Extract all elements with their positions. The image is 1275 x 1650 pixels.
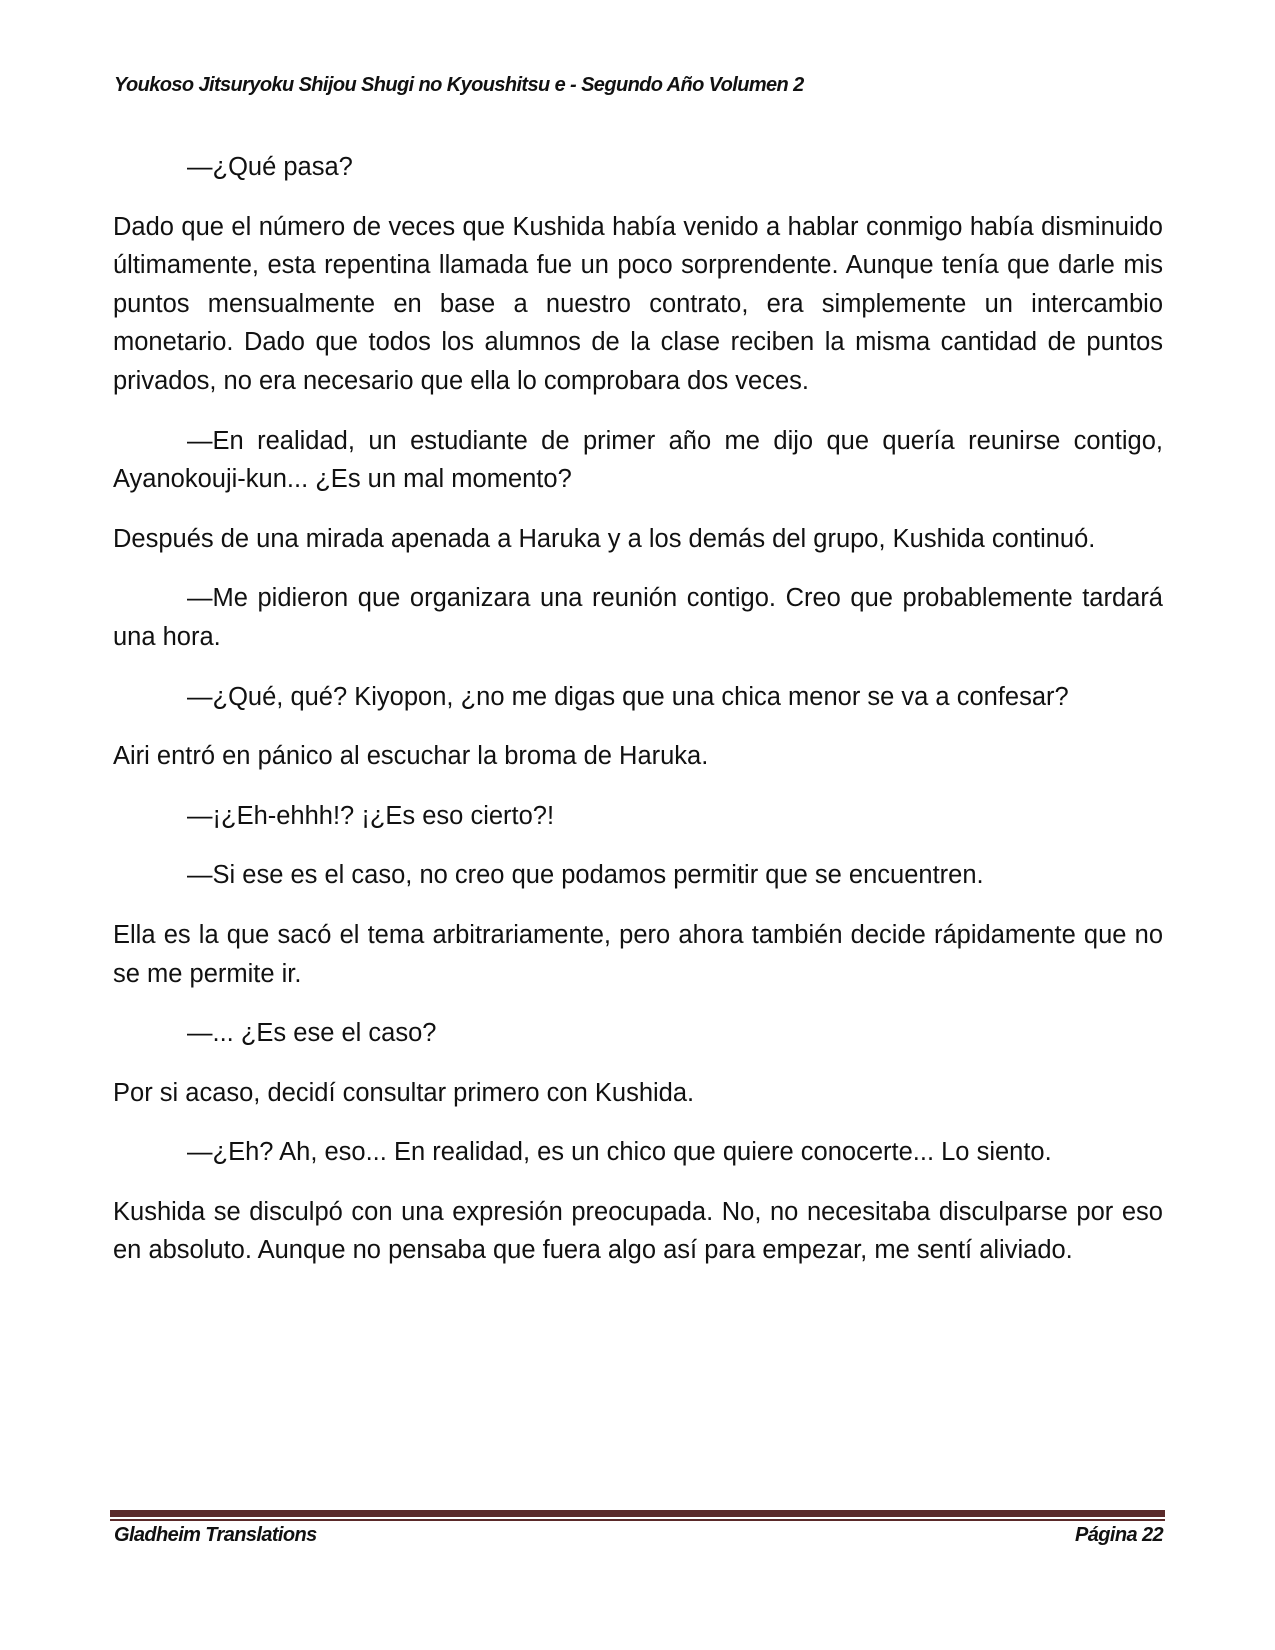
- paragraph: —... ¿Es ese el caso?: [187, 1019, 437, 1048]
- paragraph: —¿Eh? Ah, eso... En realidad, es un chico que quiere conocerte... Lo siento.: [187, 1138, 1052, 1167]
- paragraph: Ella es la que sacó el tema arbitrariamente, pero ahora también decide rápidamente que no se me permite ir.: [113, 920, 1163, 988]
- footer-rule: [110, 1510, 1165, 1517]
- paragraph: —¡¿Eh-ehhh!? ¡¿Es eso cierto?!: [187, 801, 555, 830]
- paragraph: —Si ese es el caso, no creo que podamos permitir que se encuentren.: [187, 861, 984, 890]
- paragraph: Después de una mirada apenada a Haruka y a los demás del grupo, Kushida continuó.: [113, 524, 1096, 553]
- paragraph: Airi entró en pánico al escuchar la broma de Haruka.: [113, 742, 709, 771]
- paragraph: Kushida se disculpó con una expresión preocupada. No, no necesitaba disculparse por eso en absoluto. Aunque no pensaba que fuera algo así para empezar, me sentí aliviado.: [113, 1197, 1163, 1265]
- page-number: Página 22: [1075, 1524, 1163, 1546]
- running-header: Youkoso Jitsuryoku Shijou Shugi no Kyoushitsu e - Segundo Año Volumen 2: [114, 74, 804, 96]
- paragraph: —Me pidieron que organizara una reunión contigo. Creo que probablemente tardará una hora.: [113, 584, 1163, 651]
- footer-credit: Gladheim Translations: [114, 1524, 317, 1546]
- page-body: [113, 148, 1163, 1291]
- paragraph: —¿Qué, qué? Kiyopon, ¿no me digas que una chica menor se va a confesar?: [187, 682, 1069, 711]
- paragraph: —¿Qué pasa?: [187, 153, 353, 181]
- footer-rule-thin: [110, 1519, 1165, 1521]
- paragraph: —En realidad, un estudiante de primer año me dijo que quería reunirse contigo, Ayanokouji-kun... ¿Es un mal momento?: [113, 426, 1163, 494]
- paragraph: Dado que el número de veces que Kushida había venido a hablar conmigo había disminuido últimamente, esta repentina llamada fue un poco sorprendente. Aunque tenía que darle mis puntos mensualmente en base a nuestro contrato, era simplemente un intercambio monetario. Dado que todos los alumnos de la clase reciben la misma cantidad de puntos privados, no era necesario que ella lo comprobara dos veces.: [113, 212, 1163, 395]
- paragraph: Por si acaso, decidí consultar primero con Kushida.: [113, 1078, 695, 1107]
